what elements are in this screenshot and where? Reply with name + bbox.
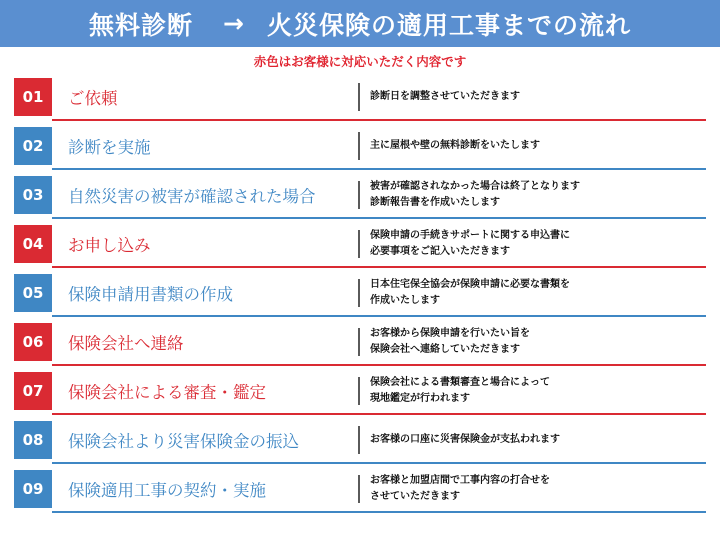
step-row [14,176,706,214]
step-description-line: 診断日を調整させていただきます [370,91,520,102]
step-title: 保険会社による審査・鑑定 [68,383,266,402]
step-description-line: お客様から保険申請を行いたい旨を [370,328,530,339]
step-row [14,225,706,263]
step-description-line: 日本住宅保全協会が保険申請に必要な書類を [370,279,570,290]
step-description [360,89,520,105]
step-description-line: 被害が確認されなかった場合は終了となります [370,181,580,192]
step-description [360,375,550,407]
step-underline [52,266,706,268]
step-underline [52,217,706,219]
step-number-badge: 04 [14,225,52,263]
step-underline [52,119,706,121]
step-row [14,421,706,459]
step-title: 保険会社より災害保険金の振込 [68,432,299,451]
step-description-line: 作成いたします [370,295,440,306]
step-row [14,274,706,312]
step-description-line: お客様の口座に災害保険金が支払われます [370,434,560,445]
step-description-line: お客様と加盟店間で工事内容の打合せを [370,475,550,486]
step-description [360,228,570,260]
step-number-badge: 05 [14,274,52,312]
step-number-badge: 08 [14,421,52,459]
step-description-line: させていただきます [370,491,460,502]
step-description-line: 主に屋根や壁の無料診断をいたします [370,140,540,151]
step-row [14,323,706,361]
step-number-badge: 03 [14,176,52,214]
step-number-badge: 06 [14,323,52,361]
step-title: ご依頼 [68,89,118,108]
step-number-badge: 09 [14,470,52,508]
step-underline [52,462,706,464]
step-number-badge: 01 [14,78,52,116]
step-title: 保険会社へ連絡 [68,334,184,353]
header-right-title: 火災保険の適用工事までの流れ [266,10,631,40]
step-underline [52,413,706,415]
step-description-line: 現地鑑定が行われます [370,393,470,404]
step-description-line: 保険会社による書類審査と場合によって [370,377,550,388]
arrow-right-icon: → [223,9,245,38]
step-description-line: 保険会社へ連絡していただきます [370,344,520,355]
page-header [0,0,720,47]
step-description-line: 保険申請の手続きサポートに関する申込書に [370,230,570,241]
step-description [360,432,560,448]
step-title: 自然災害の被害が確認された場合 [68,187,316,206]
step-number-badge: 07 [14,372,52,410]
red-note: 赤色はお客様に対応いただく内容です [253,54,467,69]
step-underline [52,315,706,317]
step-description [360,277,570,309]
step-title: 保険申請用書類の作成 [68,285,233,304]
step-row [14,470,706,508]
step-row [14,372,706,410]
step-row [14,127,706,165]
header-left-title: 無料診断 [89,10,194,40]
step-underline [52,364,706,366]
step-title: お申し込み [68,236,151,255]
step-underline [52,168,706,170]
step-number-badge: 02 [14,127,52,165]
step-description-line: 必要事項をご記入いただきます [370,246,510,257]
step-description [360,179,580,211]
step-underline [52,511,706,513]
step-description [360,138,540,154]
step-description [360,326,530,358]
step-description [360,473,550,505]
step-title: 保険適用工事の契約・実施 [68,481,266,500]
step-title: 診断を実施 [68,138,151,157]
step-description-line: 診断報告書を作成いたします [370,197,500,208]
step-row [14,78,706,116]
